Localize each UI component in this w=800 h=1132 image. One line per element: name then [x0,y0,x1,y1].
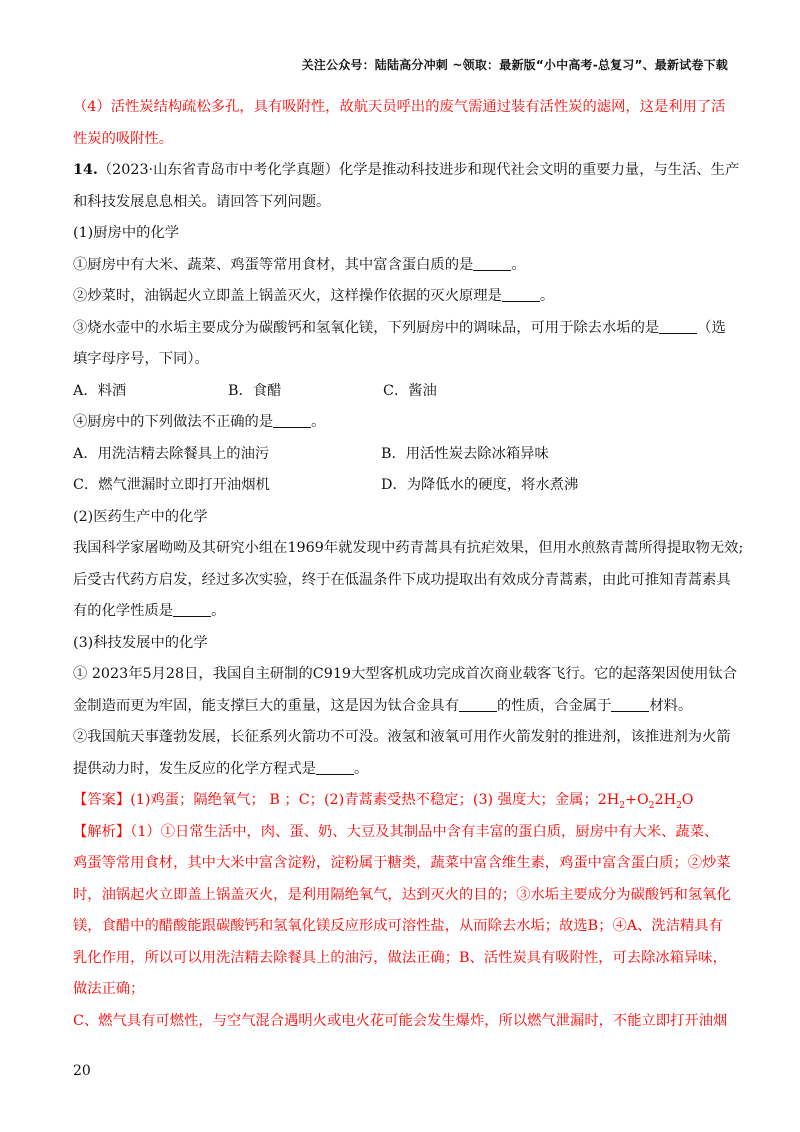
analysis-line: 做法正确； [73,981,145,997]
page-number: 20 [73,1063,91,1079]
question-header [73,155,740,187]
question-number: 14. [73,162,98,178]
analysis-line: 鸡蛋等常用食材，其中大米中富含淀粉，淀粉属于糖类，蔬菜中富含维生素，鸡蛋中富含蛋白质；②炒菜 [73,855,731,871]
analysis-line: 乳化作用，所以可以用洗洁精去除餐具上的油污，做法正确；B、活性炭具有吸附性，可去除冰箱异味， [73,949,727,966]
option-c: C．燃气泄漏时立即打开油烟机 [73,477,270,493]
option-row [73,439,733,471]
question-intro: （2023·山东省青岛市中考化学真题）化学是推动科技进步和现代社会文明的重要力量，与生活、生产 [97,162,740,178]
option-a: A．用洗洁精去除餐具上的油污 [73,445,270,462]
option-c: C．酱油 [383,382,437,399]
answer-blank [273,411,311,428]
sub-question: ①厨房中有大米、蔬菜、鸡蛋等常用食材，其中富含蛋白质的是 。 [73,250,733,282]
option-b: B．食醋 [228,382,282,399]
option-row [73,470,733,502]
page-header: 关注公众号：陆陆高分冲刺 ~领取：最新版“小中高考-总复习”、最新试卷下载 [301,58,728,72]
answer-blank [611,695,649,712]
answer-line: 【答案】(1)鸡蛋；隔绝氧气； B ；C；(2)青蒿素受热不稳定；(3) 强度大；金属；$2H_2+O_22H_2O$ [73,792,694,811]
option-a: A．料酒 [73,382,127,399]
prev-answer-line: 性炭的吸附性。 [73,130,174,147]
option-b: B．用活性炭去除冰箱异味 [381,445,549,462]
sub-question: ③烧水壶中的水垢主要成分为碳酸钙和氢氧化镁，下列厨房中的调味品，可用于除去水垢的是 （选 [73,313,733,345]
paragraph-line: ②我国航天事蓬勃发展，长征系列火箭功不可没。液氢和液氧可用作火箭发射的推进剂，该推进剂为火箭 [73,729,731,745]
paragraph-line: 有的化学性质是 。 [73,596,733,628]
section-title: (1)厨房中的化学 [73,225,180,241]
answer-blank [173,600,211,617]
sub-question: ②炒菜时，油锅起火立即盖上锅盖灭火，这样操作依据的灭火原理是 。 [73,281,733,313]
paragraph-line: 提供动力时，发生反应的化学方程式是 。 [73,754,733,786]
answer-blank [659,317,697,334]
section-title: (3)科技发展中的化学 [73,634,208,651]
section-title: (2)医药生产中的化学 [73,508,208,525]
paragraph-line: ① 2023年5月28日，我国自主研制的C919大型客机成功完成首次商业载客飞行。它的起落架因使用钛合 [73,666,738,682]
answer-blank [502,285,540,302]
option-row [73,376,733,408]
question-intro-line: 和科技发展息息相关。请回答下列问题。 [73,193,331,210]
prev-answer-line: （4）活性炭结构疏松多孔，具有吸附性，故航天员呼出的废气需通过装有活性炭的滤网，这是利用了活 [73,99,726,115]
paragraph-line: 后受古代药方启发，经过多次实验，终于在低温条件下成功提取出有效成分青蒿素，由此可推知青蒿素具 [73,571,731,588]
sub-question-line: 填字母序号，下同）。 [73,351,209,367]
answer-blank [473,254,511,271]
analysis-line: 【解析】（1）①日常生活中，肉、蛋、奶、大豆及其制品中含有丰富的蛋白质，厨房中有大米、蔬菜、 [73,823,719,840]
analysis-label: 【解析】 [73,823,131,840]
answer-label: 【答案】 [73,792,131,808]
answer-blank [459,695,497,712]
analysis-line: 镁，食醋中的醋酸能跟碳酸钙和氢氧化镁反应形成可溶性盐，从而除去水垢；故选B；④A、洗洁精具有 [73,918,723,934]
option-d: D．为降低水的硬度，将水煮沸 [381,477,579,493]
page-content [73,92,744,1037]
paragraph-line: 金制造而更为牢固，能支撑巨大的重量，这是因为钛合金具有 的性质，合金属于 材料。 [73,691,733,723]
analysis-line: C、燃气具有可燃性，与空气混合遇明火或电火花可能会发生爆炸，所以燃气泄漏时，不能立即打开油烟 [73,1012,728,1029]
paragraph-line: 我国科学家屠呦呦及其研究小组在1969年就发现中药青蒿具有抗疟效果，但用水煎熬青蒿所得提取物无效; [73,540,744,556]
answer-blank [316,758,354,775]
sub-question: ④厨房中的下列做法不正确的是 。 [73,407,733,439]
analysis-line: 时，油锅起火立即盖上锅盖灭火，是利用隔绝氧气，达到灭火的目的；③水垢主要成分为碳酸钙和氢氧化 [73,886,731,903]
